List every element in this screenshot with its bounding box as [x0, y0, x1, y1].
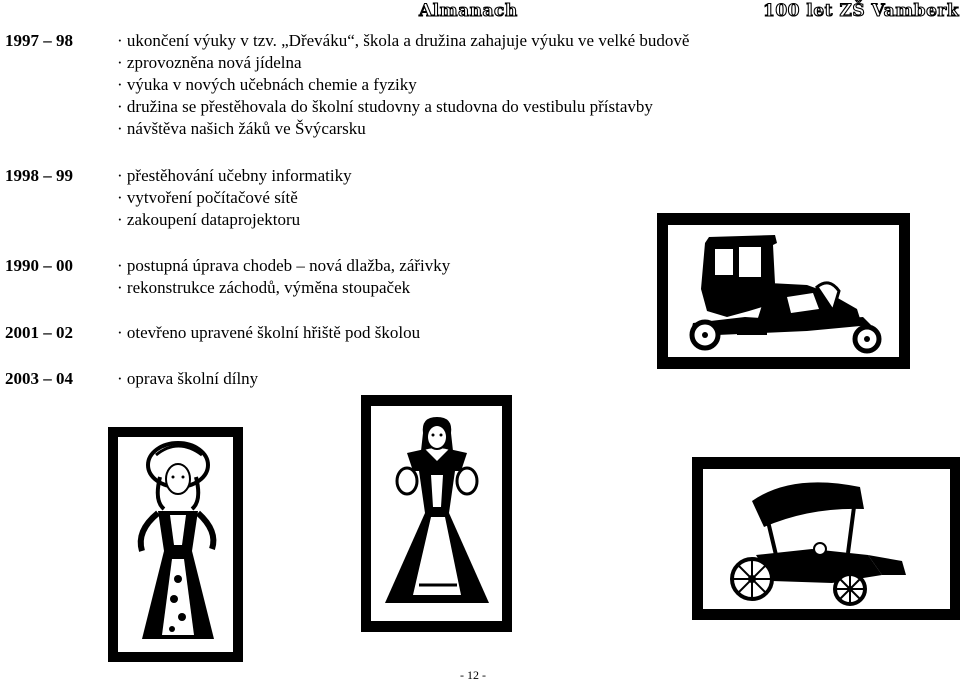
entry-item: · postupná úprava chodeb – nová dlažba, zářivky: [117, 256, 451, 275]
entry-item: · vytvoření počítačové sítě: [117, 188, 298, 207]
entry-item: · zprovozněna nová jídelna: [117, 53, 302, 72]
lady-with-bonnet-picture: [108, 427, 243, 662]
vintage-car-picture: [657, 213, 910, 369]
woman-in-dress-picture: [361, 395, 512, 632]
horseless-carriage-picture: [692, 457, 960, 620]
entry-year: 1998 – 99: [5, 166, 73, 185]
entry-item: · přestěhování učebny informatiky: [117, 166, 352, 185]
entry-item: · ukončení výuky v tzv. „Dřeváku“, škola a družina zahajuje výuku ve velké budově: [117, 31, 690, 50]
entry-year: 2001 – 02: [5, 323, 73, 342]
entry-year: 2003 – 04: [5, 369, 73, 388]
entry-item: · návštěva našich žáků ve Švýcarsku: [117, 119, 366, 138]
page-number: - 12 -: [460, 668, 486, 682]
entry-item: · rekonstrukce záchodů, výměna stoupaček: [117, 278, 411, 297]
header-almanach: Almanach: [419, 1, 518, 21]
entry-item: · výuka v nových učebnách chemie a fyziky: [117, 75, 417, 94]
entry-item: · družina se přestěhovala do školní studovny a studovna do vestibulu přístavby: [117, 97, 653, 116]
entry-year: 1990 – 00: [5, 256, 73, 275]
entry-item: · oprava školní dílny: [117, 369, 259, 388]
entry-year: 1997 – 98: [5, 31, 73, 50]
header-school-title: 100 let ZŠ Vamberk: [763, 1, 960, 21]
entry-item: · otevřeno upravené školní hřiště pod školou: [117, 323, 421, 342]
entry-item: · zakoupení dataprojektoru: [117, 210, 301, 229]
